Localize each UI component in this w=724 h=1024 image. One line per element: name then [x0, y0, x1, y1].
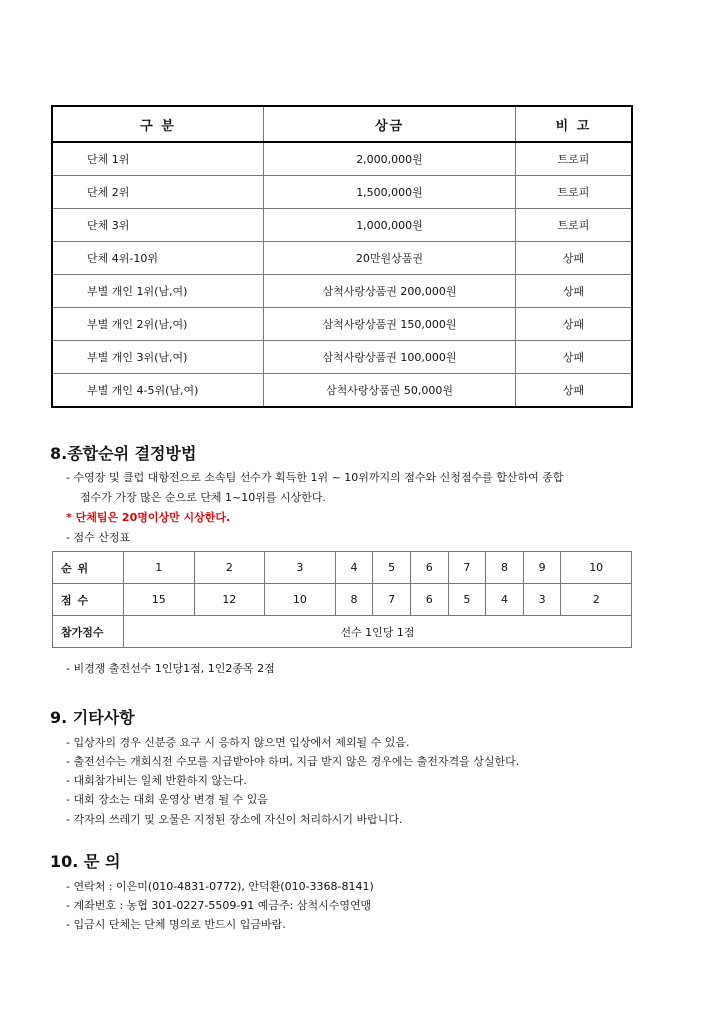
points-cell: 7 — [373, 584, 411, 616]
participation-row — [53, 616, 632, 648]
row-remarks: 트로피 — [516, 142, 633, 176]
participation-value: 선수 1인당 1점 — [124, 616, 632, 648]
list-item: - 입상자의 경우 신분증 요구 시 응하지 않으면 입상에서 제외될 수 있음. — [66, 736, 410, 749]
header-category: 구 분 — [52, 106, 264, 142]
section8-line2: 점수가 가장 많은 순으로 단체 1~10위를 시상한다. — [80, 491, 326, 504]
row-prize: 삼척사랑상품권 150,000원 — [264, 308, 516, 341]
list-item: - 계좌번호 : 농협 301-0227-5509-91 예금주: 삼척시수영연맹 — [66, 899, 372, 912]
section9-title: 9. 기타사항 — [50, 708, 135, 727]
points-row — [53, 584, 632, 616]
row-prize: 삼척사랑상품권 200,000원 — [264, 275, 516, 308]
section8-line3: - 점수 산정표 — [66, 531, 131, 544]
rank-cell: 6 — [410, 552, 448, 584]
prize-table — [51, 105, 633, 408]
prize-table-header — [52, 106, 632, 142]
row-remarks: 상패 — [516, 242, 633, 275]
section8-line4: - 비경쟁 출전선수 1인당1점, 1인2종목 2점 — [66, 662, 275, 675]
rank-cell: 9 — [523, 552, 561, 584]
section8-line1: - 수영장 및 클럽 대항전으로 소속팀 선수가 획득한 1위 ~ 10위까지의 점수와 신청점수를 합산하여 종합 — [66, 471, 564, 484]
row-prize: 삼척사랑상품권 50,000원 — [264, 374, 516, 408]
row-remarks: 상패 — [516, 275, 633, 308]
rank-cell: 2 — [194, 552, 265, 584]
points-cell: 10 — [265, 584, 336, 616]
rank-cell: 8 — [486, 552, 524, 584]
points-cell: 4 — [486, 584, 524, 616]
row-category: 부별 개인 1위(남,여) — [52, 275, 264, 308]
list-item: - 연락처 : 이은미(010-4831-0772), 안덕환(010-3368-8141) — [66, 880, 374, 893]
section8-title: 8.종합순위 결정방법 — [50, 444, 197, 463]
points-cell: 15 — [124, 584, 195, 616]
points-cell: 12 — [194, 584, 265, 616]
rank-cell: 10 — [561, 552, 632, 584]
section10-title: 10. 문 의 — [50, 852, 121, 871]
points-cell: 2 — [561, 584, 632, 616]
row-remarks: 트로피 — [516, 176, 633, 209]
points-label: 점 수 — [53, 584, 124, 616]
rank-cell: 7 — [448, 552, 486, 584]
row-prize: 20만원상품권 — [264, 242, 516, 275]
table-row — [52, 176, 632, 209]
rank-cell: 3 — [265, 552, 336, 584]
points-cell: 5 — [448, 584, 486, 616]
table-row — [52, 308, 632, 341]
row-category: 부별 개인 4-5위(남,여) — [52, 374, 264, 408]
points-cell: 6 — [410, 584, 448, 616]
row-category: 단체 2위 — [52, 176, 264, 209]
header-remarks: 비 고 — [516, 106, 633, 142]
list-item: - 입금시 단체는 단체 명의로 반드시 입금바람. — [66, 918, 286, 931]
row-prize: 삼척사랑상품권 100,000원 — [264, 341, 516, 374]
row-category: 부별 개인 3위(남,여) — [52, 341, 264, 374]
row-prize: 1,500,000원 — [264, 176, 516, 209]
section8-note: * 단체팀은 20명이상만 시상한다. — [66, 511, 231, 524]
row-category: 단체 3위 — [52, 209, 264, 242]
row-category: 부별 개인 2위(남,여) — [52, 308, 264, 341]
list-item: - 출전선수는 개회식전 수모를 지급받아야 하며, 지급 받지 않은 경우에는 출전자격을 상실한다. — [66, 755, 520, 768]
score-table — [52, 551, 632, 648]
points-cell: 8 — [335, 584, 373, 616]
table-row — [52, 142, 632, 176]
table-row — [52, 242, 632, 275]
list-item: - 각자의 쓰레기 및 오물은 지정된 장소에 자신이 처리하시기 바랍니다. — [66, 813, 403, 826]
row-remarks: 트로피 — [516, 209, 633, 242]
row-remarks: 상패 — [516, 341, 633, 374]
table-row — [52, 275, 632, 308]
rank-cell: 5 — [373, 552, 411, 584]
row-category: 단체 1위 — [52, 142, 264, 176]
table-row — [52, 341, 632, 374]
row-remarks: 상패 — [516, 374, 633, 408]
row-category: 단체 4위-10위 — [52, 242, 264, 275]
row-prize: 2,000,000원 — [264, 142, 516, 176]
table-row — [52, 374, 632, 408]
table-row — [52, 209, 632, 242]
header-prize: 상금 — [264, 106, 516, 142]
rank-cell: 1 — [124, 552, 195, 584]
rank-row — [53, 552, 632, 584]
participation-label: 참가점수 — [53, 616, 124, 648]
row-remarks: 상패 — [516, 308, 633, 341]
list-item: - 대회 장소는 대회 운영상 변경 될 수 있음 — [66, 793, 268, 806]
rank-cell: 4 — [335, 552, 373, 584]
row-prize: 1,000,000원 — [264, 209, 516, 242]
points-cell: 3 — [523, 584, 561, 616]
rank-label: 순 위 — [53, 552, 124, 584]
list-item: - 대회참가비는 일체 반환하지 않는다. — [66, 774, 247, 787]
